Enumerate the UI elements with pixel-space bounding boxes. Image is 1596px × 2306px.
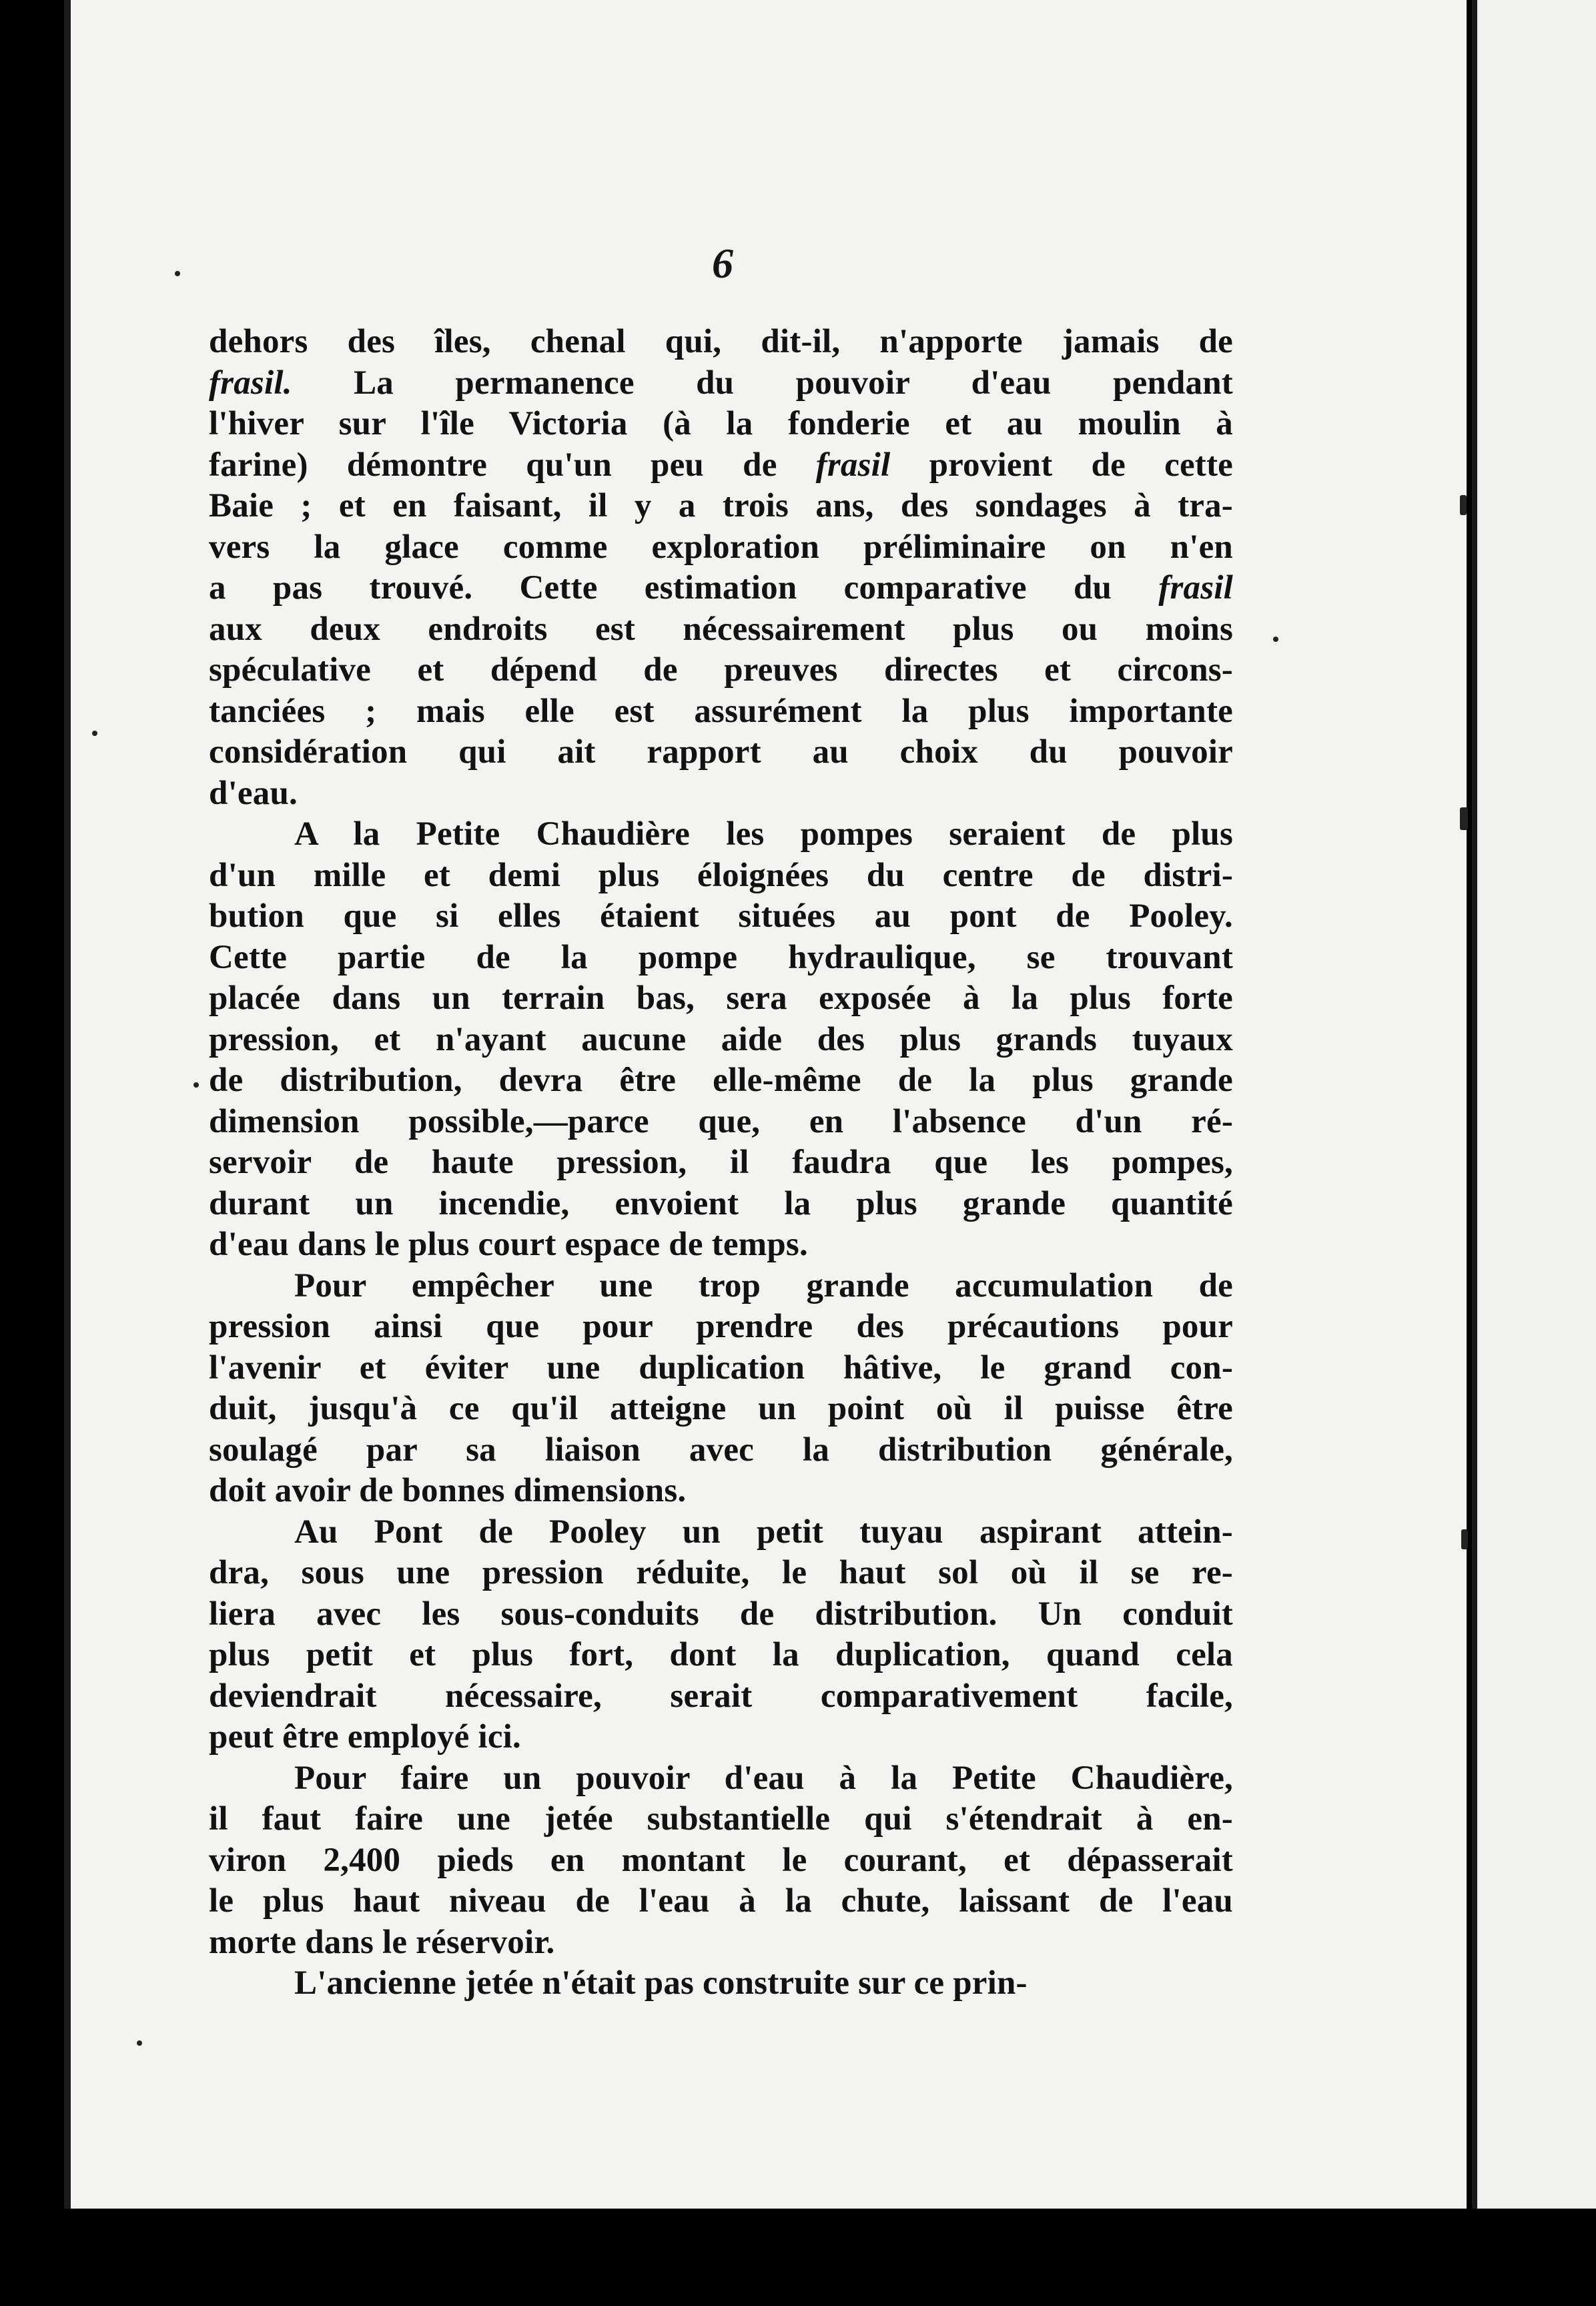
text-run: aux deux endroits est nécessairement plus ou moins (209, 610, 1233, 648)
text-run: Cette partie de la pompe hydraulique, se trouvant (209, 938, 1233, 976)
text-line (209, 1184, 1233, 1225)
text-run: La permanence du pouvoir d'eau pendant (292, 364, 1233, 402)
text-line (209, 1224, 1233, 1266)
text-run: bution que si elles étaient situées au pont de Pooley. (209, 897, 1233, 935)
text-run: provient de cette (890, 446, 1233, 484)
scan-speck (92, 731, 97, 736)
text-line (209, 1676, 1233, 1717)
text-line (209, 937, 1233, 979)
text-line (209, 814, 1233, 855)
text-line (209, 1512, 1233, 1553)
text-line (209, 1060, 1233, 1102)
scan-bottom-border (0, 2209, 1596, 2306)
body-text (209, 322, 1233, 2004)
text-line (209, 1306, 1233, 1348)
scan-speck (193, 1082, 199, 1088)
italic-term: frasil (1158, 569, 1233, 607)
paragraph (209, 814, 1233, 1266)
text-run: pression, et n'ayant aucune aide des plus grands tuyaux (209, 1020, 1233, 1058)
text-line (209, 1102, 1233, 1143)
text-run: a pas trouvé. Cette estimation comparative du (209, 569, 1159, 607)
text-run: morte dans le réservoir. (209, 1923, 555, 1961)
text-run: tanciées ; mais elle est assurément la plus importante (209, 692, 1233, 730)
text-line (209, 1142, 1233, 1184)
paragraph (209, 1266, 1233, 1512)
text-line (209, 1881, 1233, 1922)
scan-speck (1460, 807, 1468, 830)
text-line (209, 1430, 1233, 1471)
text-run: il faut faire une jetée substantielle qui s'étendrait à en- (209, 1800, 1233, 1838)
text-run: d'un mille et demi plus éloignées du centre de distri- (209, 856, 1233, 894)
text-run: de distribution, devra être elle-même de la plus grande (209, 1062, 1233, 1099)
text-line (209, 1963, 1233, 2004)
text-run: l'avenir et éviter une duplication hâtive, le grand con- (209, 1349, 1233, 1387)
text-line (209, 609, 1233, 651)
scan-speck (1460, 495, 1467, 515)
text-run: duit, jusqu'à ce qu'il atteigne un point où il puisse être (209, 1390, 1233, 1427)
text-run: farine) démontre qu'un peu de (209, 446, 816, 484)
scan-speck (1461, 1529, 1468, 1549)
text-run: servoir de haute pression, il faudra que les pompes, (209, 1144, 1233, 1181)
text-run: Pour faire un pouvoir d'eau à la Petite Chaudière, (294, 1759, 1233, 1797)
text-run: considération qui ait rapport au choix du pouvoir (209, 733, 1233, 771)
text-run: placée dans un terrain bas, sera exposée à la plus forte (209, 980, 1233, 1017)
paragraph (209, 322, 1233, 814)
scan-speck (175, 271, 180, 276)
text-run: Pour empêcher une trop grande accumulation de (294, 1266, 1233, 1304)
text-line (209, 1553, 1233, 1594)
scan-speck (137, 2040, 142, 2046)
text-run: dimension possible,—parce que, en l'absence d'un ré- (209, 1102, 1233, 1140)
text-run: plus petit et plus fort, dont la duplication, quand cela (209, 1636, 1233, 1673)
text-line (209, 363, 1233, 404)
text-run: A la Petite Chaudière les pompes seraient de plus (294, 815, 1233, 853)
text-run: doit avoir de bonnes dimensions. (209, 1472, 687, 1509)
text-line (209, 1389, 1233, 1430)
text-run: Au Pont de Pooley un petit tuyau aspirant attein- (294, 1513, 1233, 1551)
text-run: viron 2,400 pieds en montant le courant, et dépasserait (209, 1841, 1233, 1879)
text-run: dehors des îles, chenal qui, dit-il, n'apporte jamais de (209, 323, 1233, 360)
text-line (209, 404, 1233, 445)
text-line (209, 1758, 1233, 1800)
text-run: dra, sous une pression réduite, le haut sol où il se re- (209, 1554, 1233, 1591)
text-run: d'eau dans le plus court espace de temps. (209, 1226, 808, 1263)
text-line (209, 691, 1233, 733)
italic-term: frasil (815, 446, 891, 484)
text-run: durant un incendie, envoient la plus grande quantité (209, 1184, 1233, 1222)
text-run: d'eau. (209, 774, 298, 812)
text-run: Baie ; et en faisant, il y a trois ans, des sondages à tra- (209, 487, 1233, 524)
text-run: peut être employé ici. (209, 1718, 521, 1756)
paragraph (209, 1512, 1233, 1758)
text-run: liera avec les sous-conduits de distribution. Un conduit (209, 1595, 1233, 1633)
paragraph (209, 1963, 1233, 2004)
text-line (209, 732, 1233, 773)
text-line (209, 486, 1233, 527)
italic-term: frasil. (209, 364, 292, 402)
text-line (209, 1922, 1233, 1964)
text-run: L'ancienne jetée n'était pas construite sur ce prin- (294, 1964, 1028, 2002)
text-run: spéculative et dépend de preuves directes et circons- (209, 651, 1233, 689)
text-line (209, 650, 1233, 691)
text-run: l'hiver sur l'île Victoria (à la fonderie et au moulin à (209, 405, 1233, 442)
text-line (209, 1635, 1233, 1676)
text-line (209, 1799, 1233, 1840)
text-run: deviendrait nécessaire, serait comparativement facile, (209, 1677, 1233, 1715)
text-run: vers la glace comme exploration préliminaire on n'en (209, 528, 1233, 566)
text-line (209, 978, 1233, 1020)
text-run: soulagé par sa liaison avec la distribution générale, (209, 1431, 1233, 1469)
text-line (209, 773, 1233, 815)
text-line (209, 322, 1233, 363)
paragraph (209, 1758, 1233, 1964)
text-run: pression ainsi que pour prendre des précautions pour (209, 1308, 1233, 1345)
text-line (209, 1840, 1233, 1882)
text-line (209, 1266, 1233, 1307)
text-line (209, 1471, 1233, 1512)
text-line (209, 896, 1233, 937)
text-line (209, 1348, 1233, 1389)
text-line (209, 568, 1233, 609)
text-line (209, 1020, 1233, 1061)
text-line (209, 527, 1233, 568)
text-line (209, 445, 1233, 486)
text-line (209, 1717, 1233, 1758)
text-line (209, 855, 1233, 897)
text-line (209, 1594, 1233, 1635)
adjacent-page-edge (1472, 0, 1596, 2222)
page-number: 6 (712, 240, 733, 287)
text-run: le plus haut niveau de l'eau à la chute, laissant de l'eau (209, 1882, 1233, 1920)
scan-speck (1273, 637, 1278, 642)
